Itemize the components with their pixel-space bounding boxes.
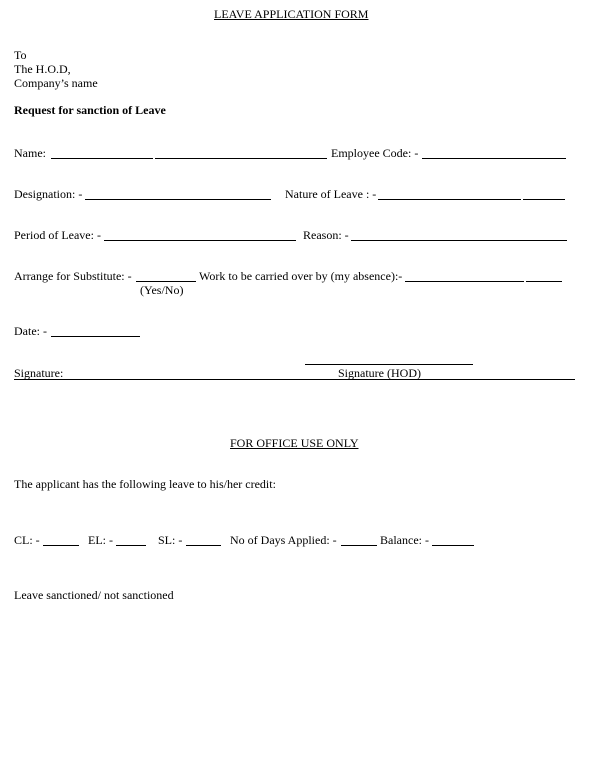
balance-blank[interactable] xyxy=(432,545,474,546)
work-carried-over-label: Work to be carried over by (my absence):- xyxy=(199,269,403,283)
work-carried-over-blank-2[interactable] xyxy=(526,281,562,282)
nature-of-leave-label: Nature of Leave : - xyxy=(285,187,377,201)
days-applied-label: No of Days Applied: - xyxy=(230,533,337,547)
sl-label: SL: - xyxy=(158,533,183,547)
addressee-company: Company’s name xyxy=(14,76,98,90)
signature-label: Signature: xyxy=(14,366,64,380)
name-label: Name: xyxy=(14,146,46,160)
name-blank-2[interactable] xyxy=(155,158,327,159)
subject-heading: Request for sanction of Leave xyxy=(14,103,166,117)
el-label: EL: - xyxy=(88,533,113,547)
work-carried-over-blank-1[interactable] xyxy=(405,281,524,282)
leave-credit-text: The applicant has the following leave to his/her credit: xyxy=(14,477,276,491)
sl-blank[interactable] xyxy=(186,545,221,546)
addressee-to: To xyxy=(14,48,27,62)
reason-label: Reason: - xyxy=(303,228,349,242)
date-label: Date: - xyxy=(14,324,47,338)
hod-signature-label: Signature (HOD) xyxy=(338,366,421,380)
balance-label: Balance: - xyxy=(380,533,429,547)
yes-no-hint: (Yes/No) xyxy=(140,283,184,297)
nature-of-leave-blank-2[interactable] xyxy=(523,199,565,200)
employee-code-blank[interactable] xyxy=(422,158,566,159)
office-use-heading: FOR OFFICE USE ONLY xyxy=(230,436,359,450)
cl-label: CL: - xyxy=(14,533,40,547)
arrange-substitute-label: Arrange for Substitute: - xyxy=(14,269,132,283)
form-title: LEAVE APPLICATION FORM xyxy=(214,7,369,21)
addressee-hod: The H.O.D, xyxy=(14,62,71,76)
signature-divider-line xyxy=(14,379,575,380)
date-blank[interactable] xyxy=(51,336,140,337)
employee-code-label: Employee Code: - xyxy=(331,146,419,160)
period-of-leave-blank[interactable] xyxy=(104,240,296,241)
period-of-leave-label: Period of Leave: - xyxy=(14,228,101,242)
name-blank-1[interactable] xyxy=(51,158,153,159)
designation-label: Designation: - xyxy=(14,187,83,201)
days-applied-blank[interactable] xyxy=(341,545,377,546)
nature-of-leave-blank-1[interactable] xyxy=(378,199,521,200)
reason-blank[interactable] xyxy=(351,240,567,241)
el-blank[interactable] xyxy=(116,545,146,546)
designation-blank[interactable] xyxy=(85,199,271,200)
hod-signature-line[interactable] xyxy=(305,364,473,365)
cl-blank[interactable] xyxy=(43,545,79,546)
leave-sanctioned-text: Leave sanctioned/ not sanctioned xyxy=(14,588,174,602)
arrange-substitute-blank[interactable] xyxy=(136,281,196,282)
